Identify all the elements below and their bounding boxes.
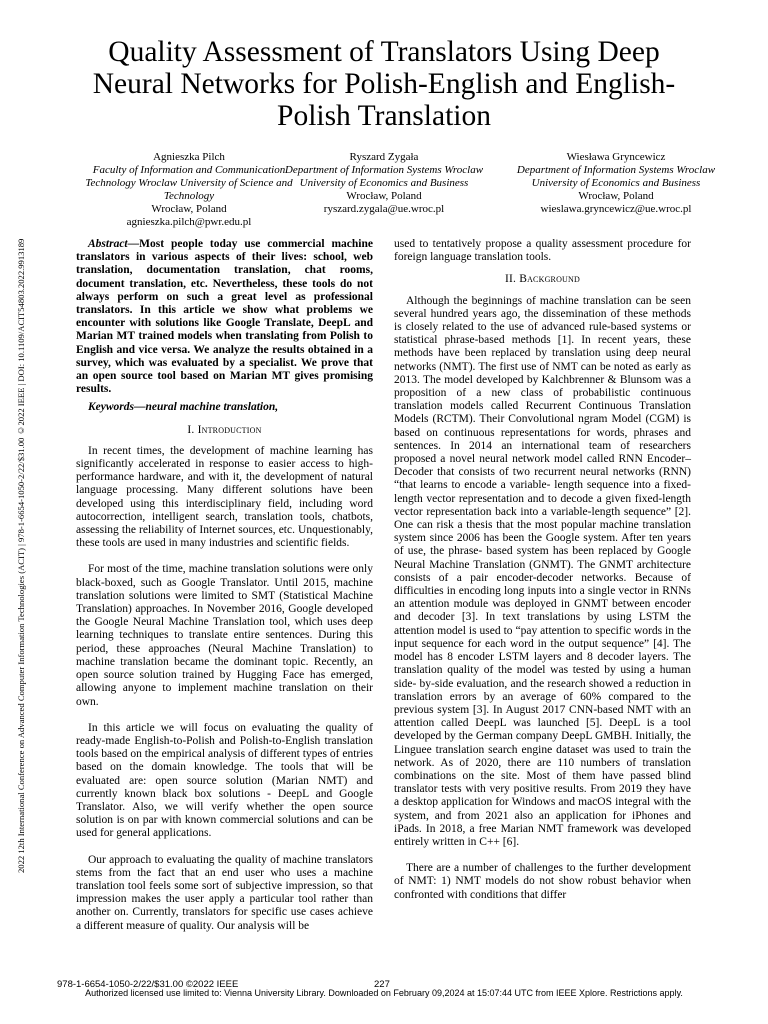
body-paragraph: In this article we will focus on evaluating the quality of ready-made English-to-Polish and Polish-to-English translation tools based on the empirical analysis of different types of entries based on the domain knowledge. The tools that will be evaluated are: open source solution (Marian NMT) and currently known black box solutions - DeepL and Google Translator. Also, we will verify whether the open source solution is on par with known commercial solutions and can be used for general applications. — [76, 721, 373, 840]
author-block-3 — [505, 151, 727, 216]
author-city: Wrocław, Poland — [346, 190, 422, 202]
author-email: agnieszka.pilch@pwr.edu.pl — [126, 216, 252, 228]
body-paragraph: used to tentatively propose a quality assessment procedure for foreign language translation tools. — [394, 238, 691, 264]
author-block-2 — [273, 151, 495, 216]
author-name: Agnieszka Pilch — [153, 151, 225, 163]
author-affiliation: Faculty of Information and Communication Technology Wroclaw University of Science and Technology — [85, 164, 293, 202]
abstract-text: —Most people today use commercial machine translators in various aspects of their lives: school, web translation, documentation translation, chat rooms, document translation, etc. Nevertheless, these tools do not always perform on such a great level as professional translators. In this article we show what problems we encounter with solutions like Google Translate, DeepL and Marian MT trained models when translating from Polish to English and vice versa. We analyze the results obtained in a survey, which was evaluated by a specialist. We prove that an open source tool based on Marian MT gives promising results. — [76, 238, 373, 396]
author-block-1 — [78, 151, 300, 229]
section-heading-introduction: I. Introduction — [187, 423, 262, 436]
author-city: Wrocław, Poland — [151, 203, 227, 215]
footer-authorization-notice: Authorized licensed use limited to: Vienna University Library. Downloaded on February 09,2024 at 15:07:44 UTC from IEEE Xplore. Restrictions apply. — [85, 988, 683, 998]
author-affiliation: Department of Information Systems Wroclaw University of Economics and Business — [284, 164, 484, 189]
paper-title: Quality Assessment of Translators Using Deep Neural Networks for Polish-English and English-Polish Translation — [92, 36, 676, 132]
keywords: Keywords—neural machine translation, — [88, 401, 279, 414]
footer-copyright: 978-1-6654-1050-2/22/$31.00 ©2022 IEEE — [57, 979, 239, 990]
body-paragraph: For most of the time, machine translation solutions were only black-boxed, such as Google Translator. Until 2015, machine translation solutions were limited to SMT (Statistical Machine Translation) approaches. In November 2016, Google developed the Google Neural Machine Translation tool, which uses deep learning techniques to translate entire sentences. During this period, these approaches (Neural Machine Translation) to machine translation became the dominant topic. Recently, an open source solution trained by Hugging Face has emerged, allowing anyone to implement machine translation on their own. — [76, 563, 373, 708]
author-name: Wiesława Gryncewicz — [566, 151, 666, 163]
body-paragraph: Our approach to evaluating the quality of machine translators stems from the fact that an end user who uses a machine translation tool feels some sort of subjective impression, so that impression makes the user apply a particular tool rather than another on. Currently, translators for specific use cases achieve a different measure of quality. Our analysis will be — [76, 853, 373, 932]
author-affiliation: Department of Information Systems Wroclaw University of Economics and Business — [516, 164, 716, 189]
body-paragraph: In recent times, the development of machine learning has significantly accelerated in response to easier access to high-performance hardware, and with it, the development of natural language processing. Many different solutions have been developed using this interdisciplinary field, including word autocorrection, intelligent search, translation tools, chatbots, assessing the reliability of Internet sources, etc. Unquestionably, these tools are used in many industries and scientific fields. — [76, 444, 373, 550]
author-email: wieslawa.gryncewicz@ue.wroc.pl — [540, 203, 692, 215]
left-column — [76, 238, 373, 933]
body-paragraph: There are a number of challenges to the further development of NMT: 1) NMT models do not show robust behavior when confronted with conditions that differ — [394, 862, 691, 901]
body-paragraph: Although the beginnings of machine translation can be seen several hundred years ago, the dissemination of these methods is closely related to the use of advanced rule-based systems or statistical phrase-based methods [1]. In recent years, these methods have been replaced by translation using deep neural networks (NMT). The first use of NMT can be noted as early as 2013. The model developed by Kalchbrenner & Blunsom was a proposition of a new class of probabilistic continuous translation models called Recurrent Continuous Translation Models (RCTM). Their Convolutional ngram Model (CGM) is based on continuous representations for words, phrases and sentences. In 2014 an international team of researchers proposed a novel neural network model called RNN Encoder–Decoder that consists of two recurrent neural networks (RNN) “that learns to encode a variable- length sequence into a fixed-length vector representation and to decode a given fixed-length vector representation back into a variable-length sequence” [2]. One can risk a thesis that the most popular machine translation system since 2006 has been the Google system. After ten years of use, the phrase- based system has been replaced by Google Neural Machine Translation (GNMT). The GNMT architecture consists of a pair encoder-decoder networks. Because of difficulties in encoding long inputs into a single vector in RNNs an attention module was deployed in GNMT between encoder and decoder [3]. In text translations by using LSTM the attention model is used to “pay attention to specific words in the input sequence for each word in the output sequence” [4]. The model has 8 encoder LSTM layers and 8 decoder layers. The translation quality of the model was tested by using a human side- by-side evaluation, and the research showed a reduction in translation errors by an average of 60% compared to the previous system [3]. In August 2017 CNN-based NMT with an attention called DeepL was launched [5]. DeepL is a tool developed by the German company DeepL GMBH. Initially, the Linguee translation search engine dataset was used to train the network. As of 2020, there are 110 numbers of translation combinations on the site. Most of them have passed blind translator tests with very positive results. From 2019 they have a desktop application for Windows and macOS integral with the system, and from 2021 also an application for iPhones and iPads. In 2018, a free Marian NMT framework was developed entirely written in C++ [6]. — [394, 294, 691, 848]
conference-side-note: 2022 12th International Conference on Advanced Computer Information Technologies (ACIT) | 978-1-6654-1050-2/22/$31.00 ©2022 IEEE | DOI: 10.1109/ACIT54803.2022.9913189 — [16, 238, 26, 873]
right-column — [394, 238, 691, 902]
section-heading-background: II. Background — [505, 273, 580, 286]
abstract-label: Abstract — [88, 238, 128, 250]
author-city: Wrocław, Poland — [578, 190, 654, 202]
author-name: Ryszard Zygała — [349, 151, 419, 163]
author-email: ryszard.zygala@ue.wroc.pl — [323, 203, 445, 215]
page-number: 227 — [374, 979, 390, 990]
abstract — [76, 238, 373, 396]
